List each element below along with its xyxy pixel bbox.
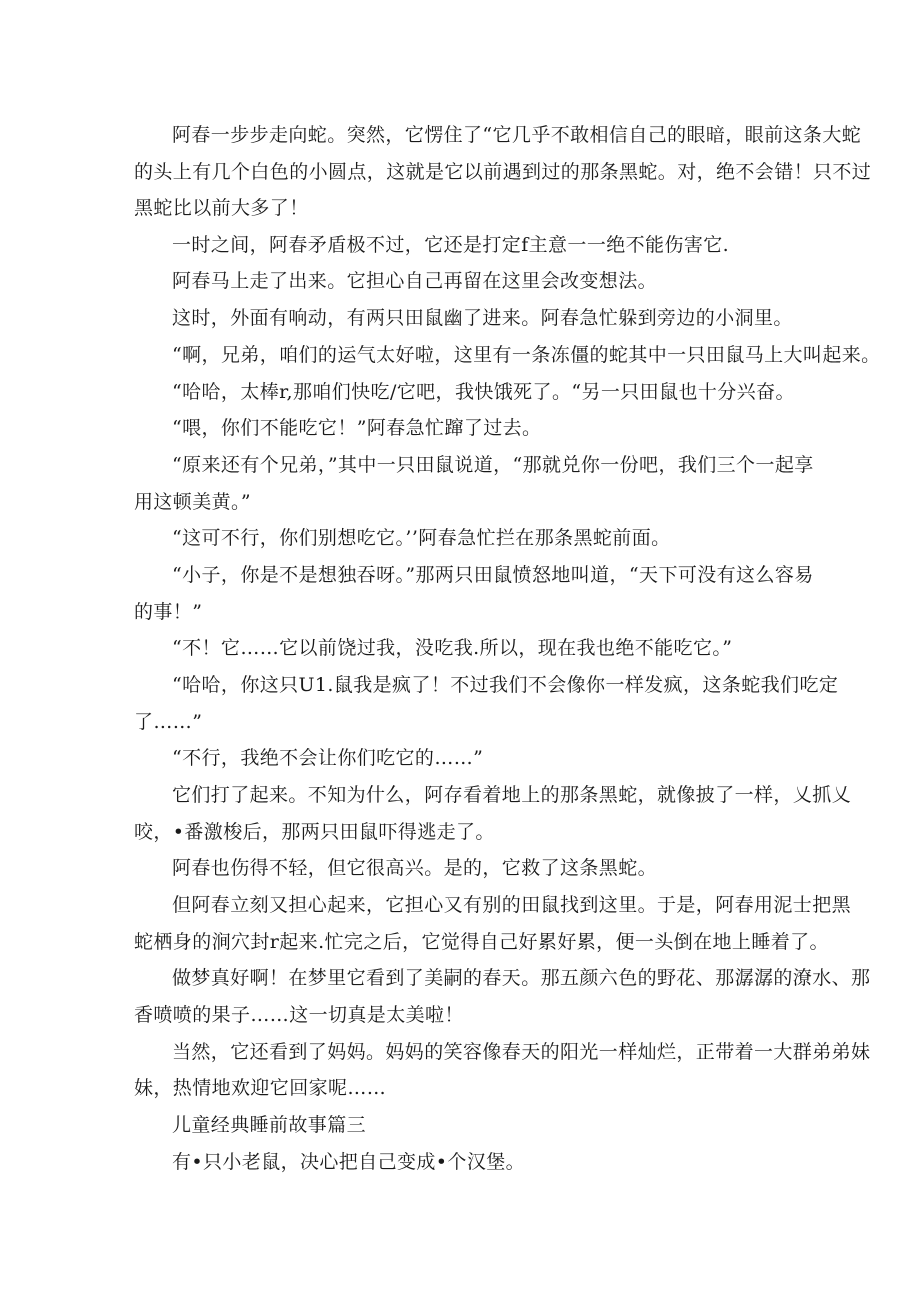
text-line: “哈哈，你这只U1.鼠我是疯了！不过我们不会像你一样发疯，这条蛇我们吃定 bbox=[172, 674, 839, 696]
text-line: 用这顿美黄。” bbox=[134, 491, 252, 513]
text-line: “喂，你们不能吃它！”阿春急忙蹿了过去。 bbox=[172, 417, 542, 439]
text-line: 黑蛇比以前大多了！ bbox=[134, 197, 309, 219]
text-line: 这时，外面有响动，有两只田鼠幽了进来。阿春急忙躲到旁边的小洞里。 bbox=[172, 307, 793, 329]
text-line: 儿童经典睡前故事篇三 bbox=[172, 1114, 367, 1136]
text-line: 阿春也伤得不轻，但它很高兴。是的，它救了这条黑蛇。 bbox=[172, 857, 658, 879]
text-line: 蛇栖身的涧穴封r起来.忙完之后，它觉得自己好累好累，便一头倒在地上睡着了。 bbox=[134, 931, 829, 953]
text-line: 阿春一步步走向蛇。突然，它愣住了“它几乎不敢相信自己的眼暗，眼前这条大蛇 bbox=[172, 124, 862, 146]
text-line: “啊，兄弟，咱们的运气太好啦，这里有一条冻僵的蛇其中一只田鼠马上大叫起来。 bbox=[172, 344, 881, 366]
text-line: “不！它……它以前饶过我，没吃我.所以，现在我也绝不能吃它。” bbox=[172, 637, 733, 659]
text-line: “原来还有个兄弟，”其中一只田鼠说道，“那就兑你一份吧，我们三个一起享 bbox=[172, 454, 814, 476]
text-line: 阿春马上走了出来。它担心自己再留在这里会改变想法。 bbox=[172, 270, 658, 292]
text-line: “不行，我绝不会让你们吃它的……” bbox=[172, 747, 484, 769]
text-line: “哈哈，太棒r,那咱们快吃/它吧，我快饿死了。“另一只田鼠也十分兴奋。 bbox=[172, 381, 795, 403]
text-line: 香喷喷的果子……这一切真是太美啦！ bbox=[134, 1004, 464, 1026]
text-line: 一时之间，阿春矛盾极不过，它还是打定f主意一一绝不能伤害它. bbox=[172, 234, 730, 256]
text-line: 做梦真好啊！在梦里它看到了美嗣的春天。那五颜六色的野花、那潺潺的潦水、那 bbox=[172, 967, 871, 989]
text-line: “这可不行，你们别想吃它。’’阿春急忙拦在那条黑蛇前面。 bbox=[172, 527, 671, 549]
text-line: 的头上有几个白色的小圆点，这就是它以前遇到过的那条黑蛇。对，绝不会错！只不过 bbox=[134, 161, 872, 183]
text-line: 但阿春立刻又担心起来，它担心又有别的田鼠找到这里。于是，阿春用泥士把黑 bbox=[172, 894, 852, 916]
text-line: 的事！” bbox=[134, 601, 203, 623]
text-line: 它们打了起来。不知为什么，阿存看着地上的那条黑蛇，就像披了一样，乂抓乂 bbox=[172, 784, 852, 806]
text-line: 有•只小老鼠，决心把自己变成•个汉堡。 bbox=[172, 1151, 526, 1173]
text-line: 妹，热情地欢迎它回家呢…… bbox=[134, 1077, 387, 1099]
text-line: 了……” bbox=[134, 711, 203, 733]
text-line: 当然，它还看到了妈妈。妈妈的笑容像春天的阳光一样灿烂，正带着一大群弟弟妹 bbox=[172, 1041, 871, 1063]
text-line: 咬，•番激梭后，那两只田鼠吓得逃走了。 bbox=[134, 821, 495, 843]
text-line: “小子，你是不是想独吞呀。”那两只田鼠愤怒地叫道，“天下可没有这么容易 bbox=[172, 564, 814, 586]
